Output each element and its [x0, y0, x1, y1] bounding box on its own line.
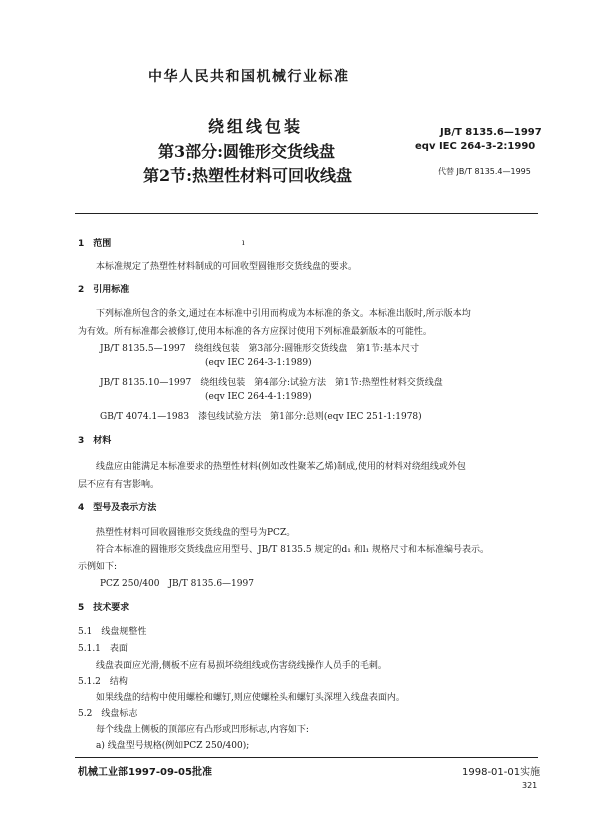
section-5-2-heading: 5.2 线盘标志 — [78, 709, 138, 719]
standard-type: 中华人民共和国机械行业标准 — [148, 69, 350, 85]
title-line-3: 第2节:热塑性材料可回收线盘 — [143, 166, 353, 185]
section-3-heading: 3 材料 — [78, 436, 112, 446]
footer-rule — [75, 757, 538, 758]
section-5-2-text: 每个线盘上侧板的顶部应有凸形或凹形标志,内容如下: — [96, 725, 309, 735]
effective-date: 1998-01-01实施 — [462, 767, 541, 778]
standard-number: JB/T 8135.6—1997 — [440, 127, 542, 138]
header-rule — [75, 213, 538, 214]
stray-mark: ı — [242, 238, 245, 247]
section-4-para-2-line-1: 符合本标准的圆锥形交货线盘应用型号、JB/T 8135.5 规定的d₁ 和l₁ 规格尺寸和本标准编号表示。 — [96, 545, 490, 555]
section-2-heading: 2 引用标准 — [78, 285, 130, 295]
reference-2-line-2: (eqv IEC 264-4-1:1989) — [205, 392, 312, 402]
section-5-1-1-heading: 5.1.1 表面 — [78, 644, 128, 654]
equivalent-standard: eqv IEC 264-3-2:1990 — [415, 141, 536, 152]
reference-1-line-2: (eqv IEC 264-3-1:1989) — [205, 358, 312, 368]
section-4-para-2-line-2: 示例如下: — [78, 562, 118, 572]
section-5-1-1-text: 线盘表面应光滑,侧板不应有易损坏绕组线或伤害绕线操作人员手的毛刺。 — [96, 661, 387, 671]
reference-2-line-1: JB/T 8135.10—1997 绕组线包装 第4部分:试验方法 第1节:热塑性材料交货线盘 — [100, 378, 443, 388]
model-example: PCZ 250/400 JB/T 8135.6—1997 — [100, 579, 254, 589]
section-1-text: 本标准规定了热塑性材料制成的可回收型圆锥形交货线盘的要求。 — [96, 262, 358, 272]
approval-date: 机械工业部1997-09-05批准 — [78, 767, 212, 778]
title-line-2: 第3部分:圆锥形交货线盘 — [158, 142, 336, 161]
section-3-para-line-2: 层不应有有害影响。 — [78, 480, 160, 490]
section-2-para-line-1: 下列标准所包含的条文,通过在本标准中引用而构成为本标准的条文。本标准出版时,所示版本均 — [96, 309, 471, 319]
section-3-para-line-1: 线盘应由能满足本标准要求的热塑性材料(例如改性聚苯乙烯)制成,使用的材料对绕组线或外包 — [96, 462, 466, 472]
section-5-2-item-a: a) 线盘型号规格(例如PCZ 250/400); — [96, 741, 250, 751]
section-5-1-2-heading: 5.1.2 结构 — [78, 677, 128, 687]
page-number: 321 — [522, 781, 538, 790]
section-5-heading: 5 技术要求 — [78, 603, 130, 613]
reference-3: GB/T 4074.1—1983 漆包线试验方法 第1部分:总则(eqv IEC 251-1:1978) — [100, 412, 422, 422]
section-4-heading: 4 型号及表示方法 — [78, 503, 157, 513]
title-line-1: 绕组线包装 — [208, 117, 304, 136]
section-5-1-2-text: 如果线盘的结构中使用螺栓和螺钉,则应使螺栓头和螺钉头深埋入线盘表面内。 — [96, 693, 405, 703]
section-2-para-line-2: 为有效。所有标准都会被修订,使用本标准的各方应探讨使用下列标准最新版本的可能性。 — [78, 327, 432, 337]
section-1-heading: 1 范围 — [78, 239, 112, 249]
reference-1-line-1: JB/T 8135.5—1997 绕组线包装 第3部分:圆锥形交货线盘 第1节:基本尺寸 — [100, 344, 420, 354]
section-5-1-heading: 5.1 线盘规整性 — [78, 627, 147, 637]
section-4-para-1: 热塑性材料可回收圆锥形交货线盘的型号为PCZ。 — [96, 528, 296, 538]
replaces-standard: 代替 JB/T 8135.4—1995 — [438, 167, 531, 176]
